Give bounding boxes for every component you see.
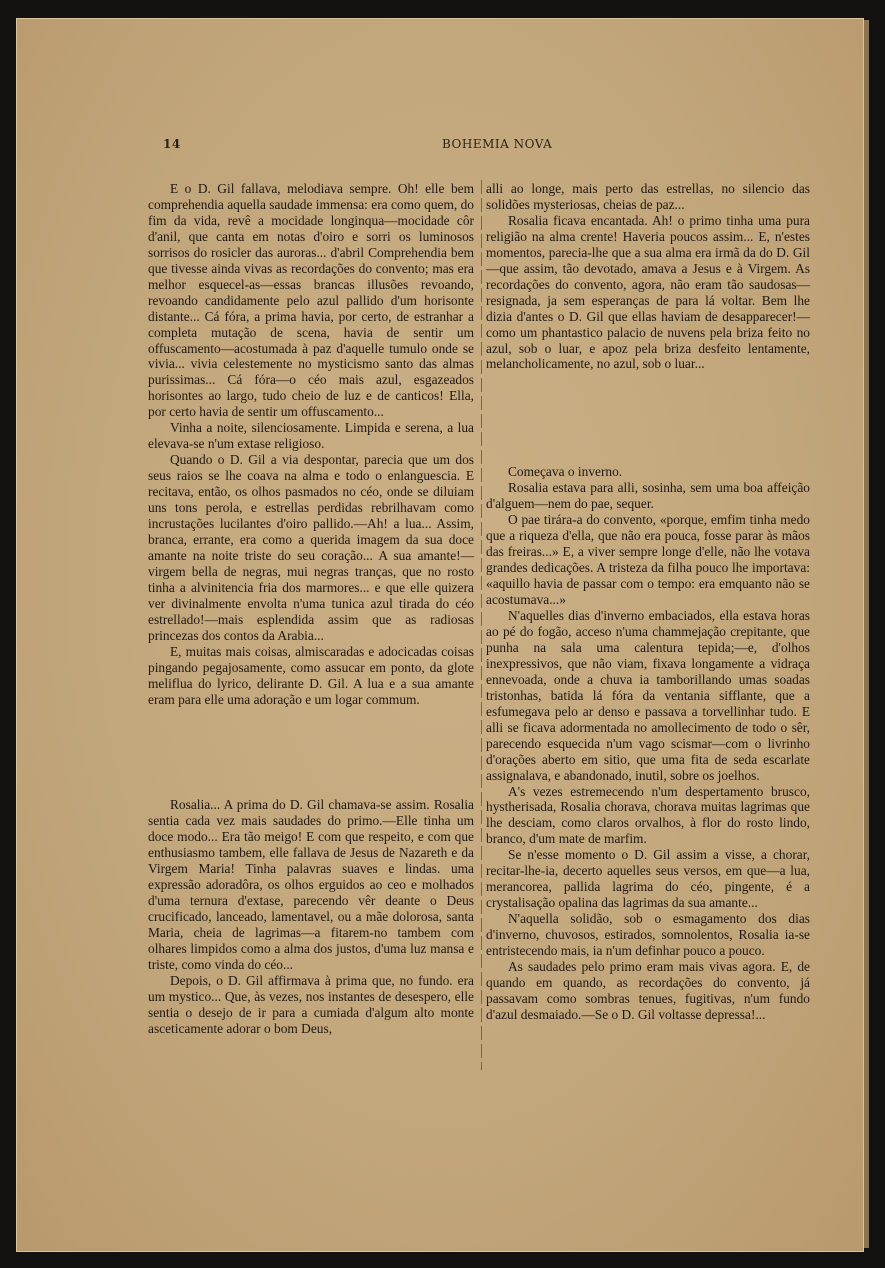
left-section-1 (148, 181, 474, 707)
paragraph: E, muitas mais coisas, almiscaradas e adocicadas coisas pingando pegajosamente, como assucar em ponto, da glote meliflua do lyrico, delirante D. Gil. A lua e a sua amante eram para elle uma adoração e um logar commum. (148, 643, 474, 707)
right-section-1 (486, 181, 810, 372)
right-section-2 (486, 464, 810, 1022)
paragraph: N'aquella solidão, sob o esmagamento dos dias d'inverno, chuvosos, estirados, somnolentos, Rosalia ia-se entristecendo mais, ia n'um definhar pouco a pouco. (486, 911, 810, 959)
section-break (486, 372, 810, 464)
paragraph: O pae tirára-a do convento, «porque, emfim tinha medo que a riqueza d'ella, que não era pouca, fosse parar às mãos das freiras...» E, a viver sempre longe d'elle, não lhe votava grandes dedicações. A tristeza da filha pouco lhe importava: «aquillo havia de passar com o tempo: era emquanto não se acostumava...» (486, 512, 810, 608)
paragraph: Quando o D. Gil a via despontar, parecia que um dos seus raios se lhe coava na alma e todo o enlanguescia. E recitava, então, os olhos pasmados no céo, onde se diluiam uns tons perola, e estrellas perdidas rebrilhavam como incrustações lucilantes d'oiro pallido.—Ah! a lua... Assim, branca, errante, era como a querida imagem da sua doce amante na noite triste do seu coração... A sua amante!—virgem bella de negras, mui negras tranças, que no rosto tinha a alvinitencia fria dos marmores... e que elle quizera ver divinalmente envolta n'uma tunica azul tirada do céo estrellado!—mais esplendida assim que as radiosas princezas dos contos da Arabia... (148, 452, 474, 643)
section-break (148, 707, 474, 797)
paragraph: Rosalia ficava encantada. Ah! o primo tinha uma pura religião na alma crente! Haveria poucos assim... E, n'estes momentos, parecia-lhe que a sua alma era irmã da do D. Gil—que assim, tão devotado, amava a Jesus e à Virgem. As recordações do convento, agora, não eram tão saudosas—resignada, ja sem esperanças de para lá voltar. Bem lhe dizia d'antes o D. Gil que ellas haviam de desapparecer!—como um phantastico palacio de nuvens pela briza feito no azul, sob o luar, e apoz pela briza desfeito lentamente, melancholicamente, no azul, sob o luar... (486, 212, 810, 372)
paragraph: Depois, o D. Gil affirmava à prima que, no fundo. era um mystico... Que, às vezes, nos instantes de desespero, elle sentia o desejo de ir para a cumiada d'algum alto monte asceticamente adorar o bom Deus, (148, 972, 474, 1036)
journal-title: BOHEMIA NOVA (442, 137, 553, 151)
paragraph: Começava o inverno. (508, 464, 623, 480)
paragraph: As saudades pelo primo eram mais vivas agora. E, de quando em quando, as recordações do convento, já passavam como sombras tenues, fugitivas, n'um fundo d'azul desmaiado.—Se o D. Gil voltasse depressa!... (486, 958, 810, 1022)
paragraph: Rosalia... A prima do D. Gil chamava-se assim. Rosalia sentia cada vez mais saudades do primo.—Elle tinha um doce modo... Era tão meigo! E com que respeito, e com que enthusiasmo tambem, elle fallava de Jesus de Nazareth e da Virgem Maria! Tinha palavras suaves e lindas. uma expressão adoradôra, os olhos erguidos ao ceo e molhados d'uma ternura d'extase, parecendo vêr deante o Deus crucificado, lanceado, lamentavel, ou a mãe dolorosa, santa Maria, cheia de lagrimas—a fitarem-no tambem com olhares limpidos como a alma dos justos, d'uma luz mansa e triste, como vinda do céo... (148, 797, 474, 972)
paragraph: Se n'esse momento o D. Gil assim a visse, a chorar, recitar-lhe-ia, decerto aquelles seus versos, em que—a lua, merancorea, pallida lagrima do céo, pingente, é a crystalisação opalina das lagrimas da sua amante... (486, 847, 810, 911)
paragraph: Rosalia estava para alli, sosinha, sem uma boa affeição d'alguem—nem do pae, sequer. (486, 480, 810, 512)
running-head (17, 137, 863, 157)
column-divider (481, 180, 482, 1070)
paragraph: A's vezes estremecendo n'um despertamento brusco, hystherisada, Rosalia chorava, chorava muitas lagrimas que lhe desciam, como claros orvalhos, à flor do rosto lindo, branco, d'um mate de marfim. (486, 783, 810, 847)
left-section-2 (148, 797, 474, 1036)
paragraph: N'aquelles dias d'inverno embaciados, ella estava horas ao pé do fogão, acceso n'uma chammejação crepitante, que punha na sala uma calentura tepida;—e, d'olhos inexpressivos, que não viam, fixava longamente a vidraça ennevoada, onde a chuva ia tamborillando umas soadas tristonhas, batida lá fóra da ventania sifflante, que a esfumegava pelo ar denso e passava a torvellinhar tudo. E alli se ficava adormentada no amollecimento de todo o sêr, parecendo esquecida n'um vago scismar—com o livrinho d'orações aberto em sitio, que uma fita de seda escarlate assignalava, e abandonado, inutil, sobre os joelhos. (486, 608, 810, 783)
paragraph: E o D. Gil fallava, melodiava sempre. Oh! elle bem comprehendia aquella saudade immensa: era como quem, do fim da vida, revê a mocidade longinqua—mocidade côr d'anil, que canta em notas d'oiro e sorri os luminosos sorrisos do rosicler das auroras... d'abril Comprehendia bem que tivesse ainda vivas as recordações do convento; mas era melhor esquecel-as—essas brancas illusões revoando, revoando candidamente pelo azul pallido d'um horisonte distante... Cá fóra, a prima havia, por certo, de estranhar a completa mutação de scena, havia de sentir um offuscamento—acostumada à paz d'aquelle tumulo onde se vivia... vivia celestemente no mysticismo santo das almas purissimas... Cá fóra—o céo mais azul, esgazeados horisontes ao largo, tudo cheio de luz e de canticos! Ella, por certo havia de sentir um offuscamento... (148, 181, 474, 420)
paragraph: alli ao longe, mais perto das estrellas, no silencio das solidões mysteriosas, cheias de paz... (486, 181, 810, 212)
page-number: 14 (163, 137, 181, 151)
right-column (486, 181, 810, 1023)
page-edge (864, 20, 869, 1248)
paragraph: Vinha a noite, silenciosamente. Limpida e serena, a lua elevava-se n'um extase religioso. (148, 420, 474, 452)
left-column (148, 181, 474, 1037)
